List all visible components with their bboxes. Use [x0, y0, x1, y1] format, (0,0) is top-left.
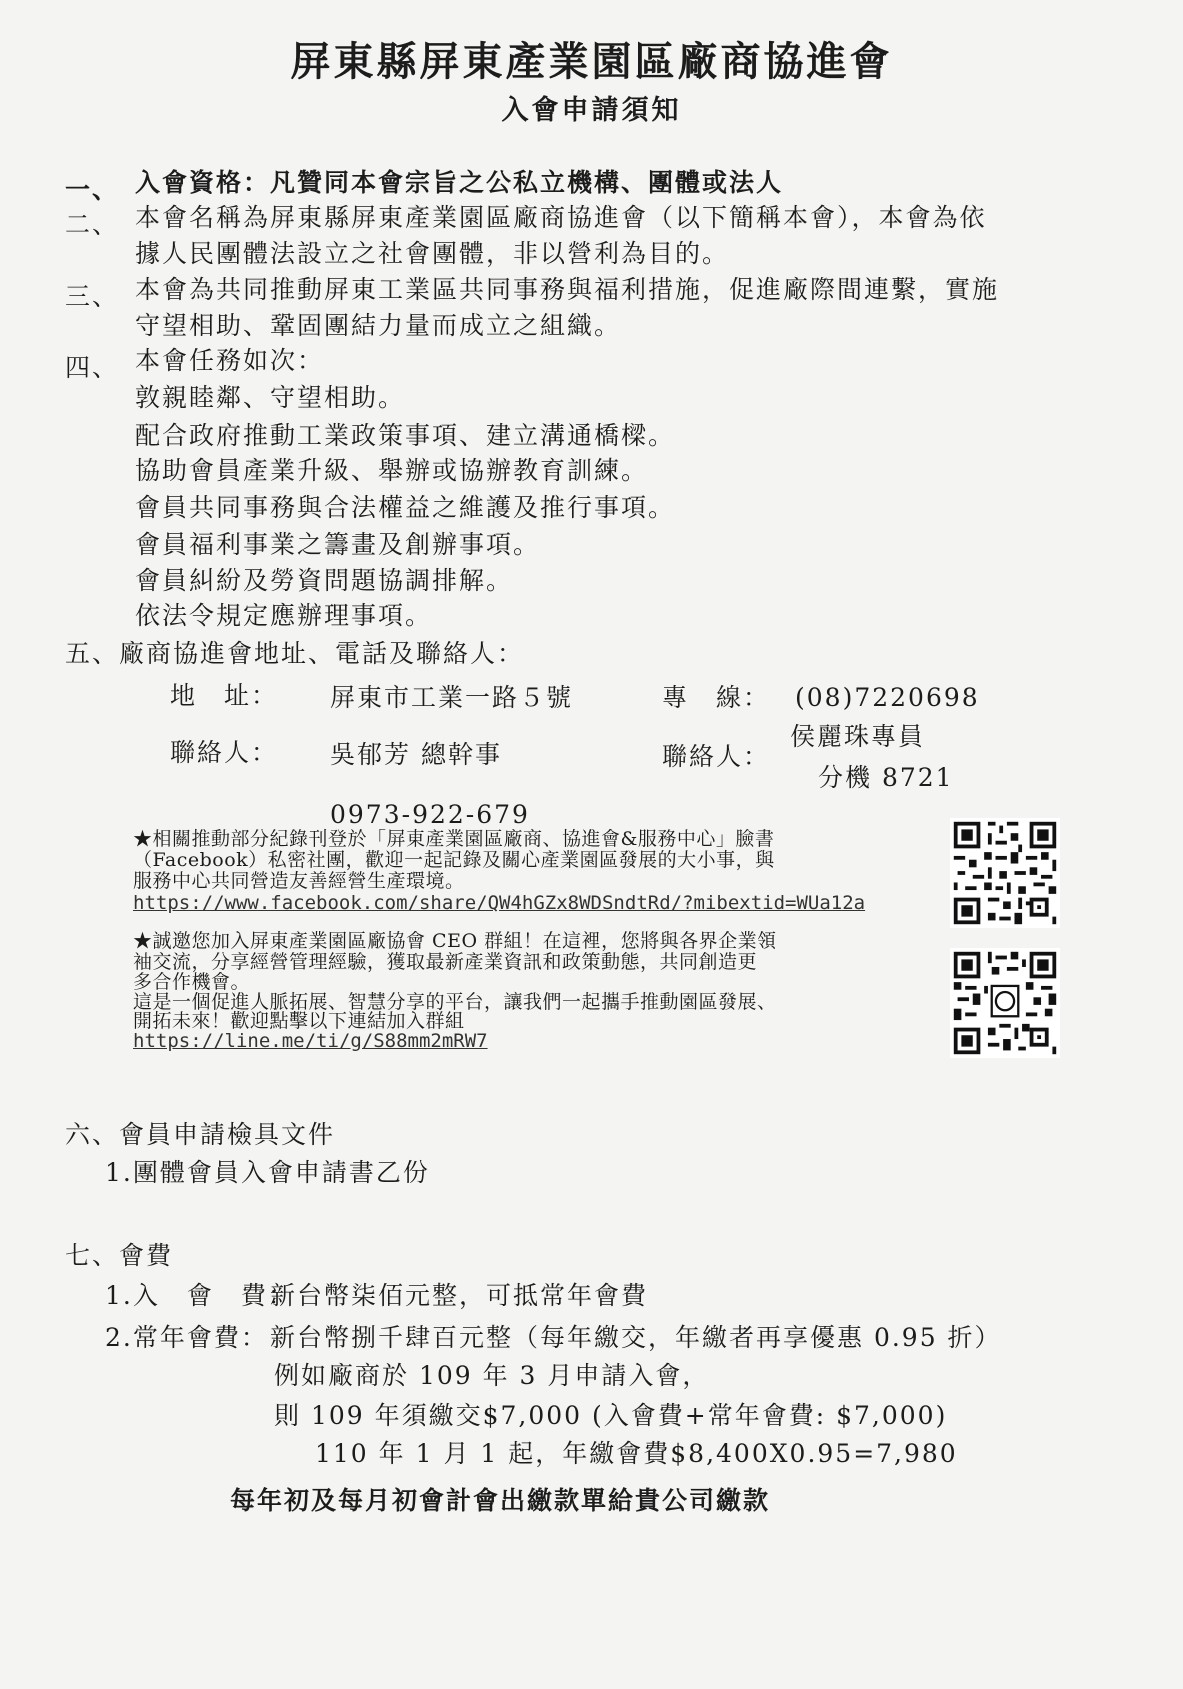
section-6-heading: 六、會員申請檢具文件: [65, 1120, 336, 1149]
fee-example-line: 則 109 年須繳交$7,000 (入會費+常年會費: $7,000): [274, 1401, 948, 1430]
line-group-link[interactable]: https://line.me/ti/g/S88mm2mRW7: [133, 1030, 488, 1052]
annual-fee-value: 新台幣捌千肆百元整（每年繳交，年繳者再享優惠 0.95 折）: [270, 1323, 1002, 1352]
section-4-item: 依法令規定應辦理事項。: [135, 601, 433, 630]
contact-1-phone: 0973-922-679: [330, 800, 530, 829]
section-1-text: 入會資格：凡贊同本會宗旨之公私立機構、團體或法人: [135, 168, 784, 197]
facebook-link[interactable]: https://www.facebook.com/share/QW4hGZx8WDSndtRd/?mibextid=WUa12a: [133, 892, 866, 914]
section-4-item: 配合政府推動工業政策事項、建立溝通橋樑。: [135, 421, 676, 450]
contact-2-extension: 分機 8721: [818, 763, 954, 792]
entry-fee-label: 1.入 會 費：: [105, 1281, 295, 1310]
address-label: 地 址：: [170, 681, 279, 710]
section-6-item: 1.團體會員入會申請書乙份: [105, 1158, 430, 1187]
phone-line-label: 專 線：: [662, 683, 771, 712]
entry-fee-value: 新台幣柒佰元整，可抵常年會費: [270, 1281, 649, 1310]
section-2-line2: 據人民團體法設立之社會團體，非以營利為目的。: [135, 239, 730, 268]
section-3-line1: 本會為共同推動屏東工業區共同事務與福利措施，促進廠際間連繫，實施: [135, 275, 1000, 304]
facebook-notice-line: ★相關推動部分紀錄刊登於「屏東產業園區廠商、協進會&服務中心」臉書: [133, 828, 775, 850]
phone-line-value: (08)7220698: [795, 683, 980, 712]
section-4-item: 會員共同事務與合法權益之維護及推行事項。: [135, 493, 676, 522]
contact-1-name: 吳郁芳 總幹事: [330, 740, 502, 769]
contact-1-label: 聯絡人：: [170, 738, 279, 767]
section-4-number: 四、: [65, 353, 120, 382]
line-notice-line: 開拓未來！歡迎點擊以下連結加入群組: [133, 1010, 465, 1032]
line-notice-line: 這是一個促進人脈拓展、智慧分享的平台，讓我們一起攜手推動園區發展、: [133, 991, 777, 1013]
address-value: 屏東市工業一路５號: [330, 683, 574, 712]
annual-fee-label: 2.常年會費：: [105, 1323, 268, 1352]
section-4-item: 會員糾紛及勞資問題協調排解。: [135, 566, 514, 595]
contact-2-name: 侯麗珠專員: [790, 722, 926, 751]
fee-example-line: 例如廠商於 109 年 3 月申請入會，: [274, 1361, 710, 1390]
section-3-line2: 守望相助、鞏固團結力量而成立之組織。: [135, 311, 622, 340]
facebook-qr-code-icon: [945, 818, 1065, 928]
section-3-number: 三、: [65, 282, 120, 311]
section-4-item: 敦親睦鄰、守望相助。: [135, 383, 406, 412]
section-4-item: 會員福利事業之籌畫及創辦事項。: [135, 530, 541, 559]
payment-note: 每年初及每月初會計會出繳款單給貴公司繳款: [230, 1486, 771, 1515]
facebook-notice-line: 服務中心共同營造友善經營生產環境。: [133, 870, 465, 892]
document-title: 屏東縣屏東產業園區廠商協進會: [290, 38, 893, 85]
line-notice-line: ★誠邀您加入屏東產業園區廠協會 CEO 群組！在這裡，您將與各界企業領: [133, 930, 777, 952]
section-4-item: 協助會員產業升級、舉辦或協辦教育訓練。: [135, 456, 649, 485]
section-5-heading: 五、廠商協進會地址、電話及聯絡人：: [65, 639, 525, 668]
line-notice-line: 袖交流，分享經營管理經驗，獲取最新產業資訊和政策動態，共同創造更: [133, 951, 758, 973]
section-1-number: 一、: [65, 175, 120, 204]
contact-2-label: 聯絡人：: [662, 742, 771, 771]
section-7-heading: 七、會費: [65, 1241, 174, 1270]
section-2-line1: 本會名稱為屏東縣屏東產業園區廠商協進會（以下簡稱本會），本會為依: [135, 203, 987, 232]
document-subtitle: 入會申請須知: [501, 95, 682, 126]
line-notice-line: 多合作機會。: [133, 971, 251, 993]
section-2-number: 二、: [65, 210, 120, 239]
section-4-heading: 本會任務如次：: [135, 346, 325, 375]
facebook-notice-line: （Facebook）私密社團，歡迎一起記錄及關心產業園區發展的大小事，與: [133, 849, 775, 871]
fee-example-line: 110 年 1 月 1 起，年繳會費$8,400X0.95=7,980: [315, 1439, 958, 1468]
line-group-qr-code-icon: [945, 948, 1065, 1058]
